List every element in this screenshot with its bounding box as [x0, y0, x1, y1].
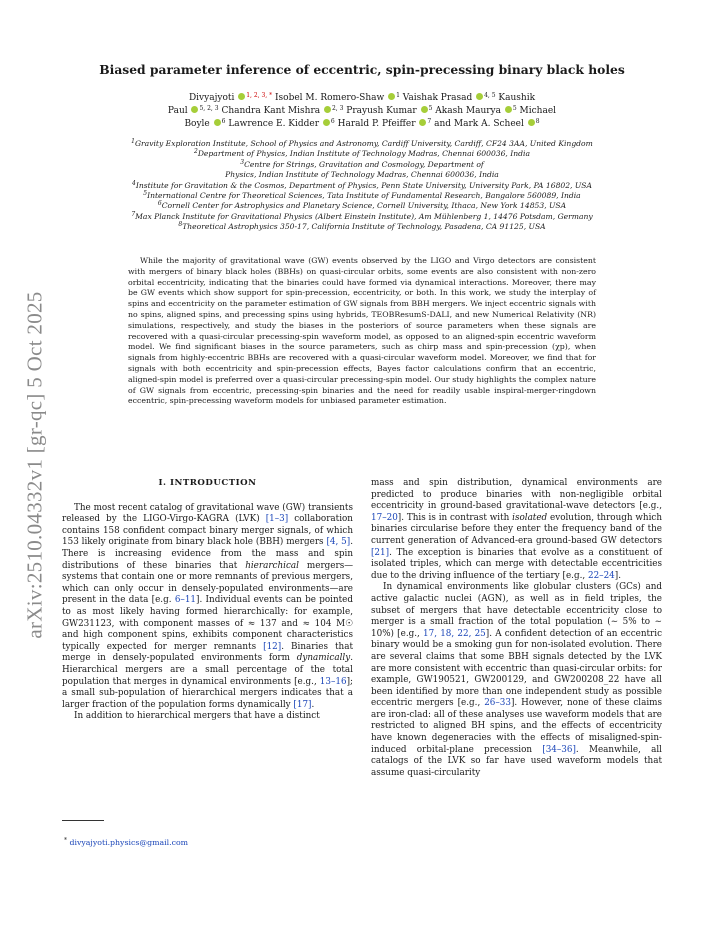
affiliation: $^1$Gravity Exploration Institute, School of Physics and Astronomy, Cardiff University, Cardiff, CF24 3AA, United Kingdom: [131, 138, 593, 148]
affiliation: Physics, Indian Institute of Technology Madras, Chennai 600036, India: [225, 170, 499, 180]
citation-link[interactable]: [1–3]: [265, 514, 289, 525]
citation-link[interactable]: [12]: [263, 641, 282, 652]
orcid-icon[interactable]: [419, 119, 426, 126]
paragraph: The most recent catalog of gravitational wave (GW) transients released by the LIGO-Virgo-KAGRA (LVK) [1–3] collaboration contains 158 confident compact binary merger signals, of which 153 likely originate from binary black hole (BBH) mergers [4, 5]. There is increasing evidence from the mass and spin distributions of these binaries that hierarchical mergers—systems that contain one or more remnants of previous mergers, which can only occur in densely-populated environments—are present in the data [e.g. 6–11]. Individual events can be pointed to as most likely having formed hierarchically: for example, GW231123, with component masses of ≈ 137 and ≈ 104 M☉ and high component spins, exhibits component characteristics typically expected for merger remnants [12]. Binaries that merge in densely-populated environments form dynamically. Hierarchical mergers are a small percentage of the total population that merges in dynamical environments [e.g., 13–16]; a small sub-population of hierarchical mergers indicates that a larger fraction of the population forms dynamically [17].: [62, 502, 354, 710]
affiliation: $^3$Centre for Strings, Gravitation and Cosmology, Department of: [240, 158, 484, 169]
footnote-rule: [62, 820, 104, 821]
affiliations: [62, 139, 662, 233]
citation-link[interactable]: 13–16: [319, 676, 347, 687]
orcid-icon[interactable]: [238, 93, 245, 100]
citation-link[interactable]: 17, 18, 22, 25: [423, 628, 486, 639]
abstract: [128, 256, 596, 407]
citation-link[interactable]: 6–11: [174, 595, 197, 606]
section-heading-introduction: I. INTRODUCTION: [158, 478, 257, 488]
orcid-icon[interactable]: [214, 119, 221, 126]
orcid-icon[interactable]: [324, 106, 331, 113]
email-link[interactable]: divyajyoti.physics@gmail.com: [69, 838, 189, 847]
citation-link[interactable]: [21]: [371, 547, 390, 558]
affiliation: $^5$International Centre for Theoretical Sciences, Tata Institute of Fundamental Research, Bangalore 560089, India: [143, 190, 581, 201]
author-line-3: Boyle $^6$ Lawrence E. Kidder $^6$ Harald P. Pfeiffer $^7$ and Mark A. Scheel $^8$: [184, 118, 540, 129]
arxiv-identifier: arXiv:2510.04332v1 [gr-qc] 5 Oct 2025: [22, 291, 47, 639]
citation-link[interactable]: 22–24: [587, 570, 615, 581]
citation-link[interactable]: 17–20: [371, 512, 398, 523]
paragraph: In dynamical environments like globular clusters (GCs) and active galactic nuclei (AGN), as well as in field triples, the subset of mergers that have detectable eccentricity close to merger is a small fraction of the total population (∼ 5% to ∼ 10%) [e.g., 17, 18, 22, 25]. A confident detection of an eccentric binary would be a smoking gun for non-isolated evolution. There are several claims that some BBH signals detected by the LVK are more consistent with eccentric than quasi-circular orbits: for example, GW190521, GW200129, and GW200208_22 have all been identified by more than one independent study as possible eccentric mergers [e.g., 26–33]. However, none of these claims are iron-clad: all of these analyses use waveform models that are restricted to aligned BH spins, and the effects of eccentricity have known degeneracies with the effects of misaligned-spin-induced orbital-plane precession [34–36]. Meanwhile, all catalogs of the LVK so far have used waveform models that assume quasi-circularity: [371, 582, 662, 778]
abstract-text: While the majority of gravitational wave (GW) events observed by the LIGO and Virgo detectors are consistent with mergers of binary black holes (BBHs) on quasi-circular orbits, some events are also consistent with non-zero orbital eccentricity, indicating that the binaries could have formed via dynamical interactions. Moreover, there may be GW events which show support for spin-precession, eccentricity, or both. In this work, we study the interplay of spins and eccentricity on the parameter estimation of GW signals from BBH mergers. We inject eccentric signals with no spins, aligned spins, and precessing spins using hybrids, TEOBResumS-DALI, and new Numerical Relativity (NR) simulations, respectively, and study the biases in the posteriors of source parameters when these signals are recovered with a quasi-circular precessing-spin waveform model, as opposed to an aligned-spin eccentric waveform model. We find significant biases in the source parameters, such as chirp mass and spin-precession (χp), when signals from highly-eccentric BBHs are recovered with a quasi-circular waveform model. Moreover, we find that for signals with both eccentricity and spin-precession effects, Bayes factor calculations confirm that an eccentric, aligned-spin model is preferred over a quasi-circular precessing-spin model. Our study highlights the complex nature of GW signals from eccentric, precessing-spin binaries and the need for readily usable inspiral-merger-ringdown eccentric, spin-precessing waveform models for unbiased parameter estimation.: [128, 256, 596, 406]
orcid-icon[interactable]: [191, 106, 198, 113]
author-list: [62, 92, 662, 131]
arxiv-sidebar-stamp: [20, 270, 50, 660]
author-line-2: Paul $^{5, 2, 3}$ Chandra Kant Mishra $^{2, 3}$ Prayush Kumar $^5$ Akash Maurya $^5$ Michael: [167, 105, 557, 116]
footnote: [64, 838, 188, 847]
paragraph: mass and spin distribution, dynamical environments are predicted to produce binaries with non-negligible orbital eccentricity in ground-based gravitational-wave detectors [e.g., 17–20]. This is in contrast with isolated evolution, through which binaries circularise before they enter the frequency band of the current generation of Advanced-era ground-based GW detectors [21]. The exception is binaries that evolve as a constituent of isolated triples, which can merge with detectable eccentricities due to the driving influence of the tertiary [e.g., 22–24].: [371, 478, 662, 581]
author-line-1: Divyajyoti $^{1, 2, 3, *}$ Isobel M. Romero-Shaw $^1$ Vaishak Prasad $^{4, 5}$ Kaushik: [188, 92, 536, 103]
paragraph: In addition to hierarchical mergers that have a distinct: [74, 711, 320, 722]
orcid-icon[interactable]: [528, 119, 535, 126]
citation-link[interactable]: 26–33: [484, 698, 511, 709]
orcid-icon[interactable]: [388, 93, 395, 100]
orcid-icon[interactable]: [323, 119, 330, 126]
orcid-icon[interactable]: [476, 93, 483, 100]
citation-link[interactable]: [4, 5]: [326, 537, 351, 548]
left-column: [62, 478, 353, 723]
affiliation: $^4$Institute for Gravitation & the Cosmos, Department of Physics, Penn State University, University Park, PA 16802, USA: [132, 179, 592, 190]
paper-title: Biased parameter inference of eccentric, spin-precessing binary black holes: [99, 62, 625, 77]
footnote-mark: *: [64, 837, 67, 844]
affiliation: $^7$Max Planck Institute for Gravitational Physics (Albert Einstein Institute), Am Mühlenberg 1, 14476 Potsdam, Germany: [131, 210, 593, 221]
affiliation: $^2$Department of Physics, Indian Institute of Technology Madras, Chennai 600036, India: [194, 148, 530, 159]
right-column: [371, 478, 662, 779]
affiliation: $^8$Theoretical Astrophysics 350-17, California Institute of Technology, Pasadena, CA 91125, USA: [178, 221, 546, 232]
orcid-icon[interactable]: [505, 106, 512, 113]
orcid-icon[interactable]: [421, 106, 428, 113]
affiliation: $^6$Cornell Center for Astrophysics and Planetary Science, Cornell University, Ithaca, New York 14853, USA: [157, 200, 567, 211]
citation-link[interactable]: [17]: [293, 699, 312, 710]
citation-link[interactable]: [34–36]: [542, 744, 576, 755]
